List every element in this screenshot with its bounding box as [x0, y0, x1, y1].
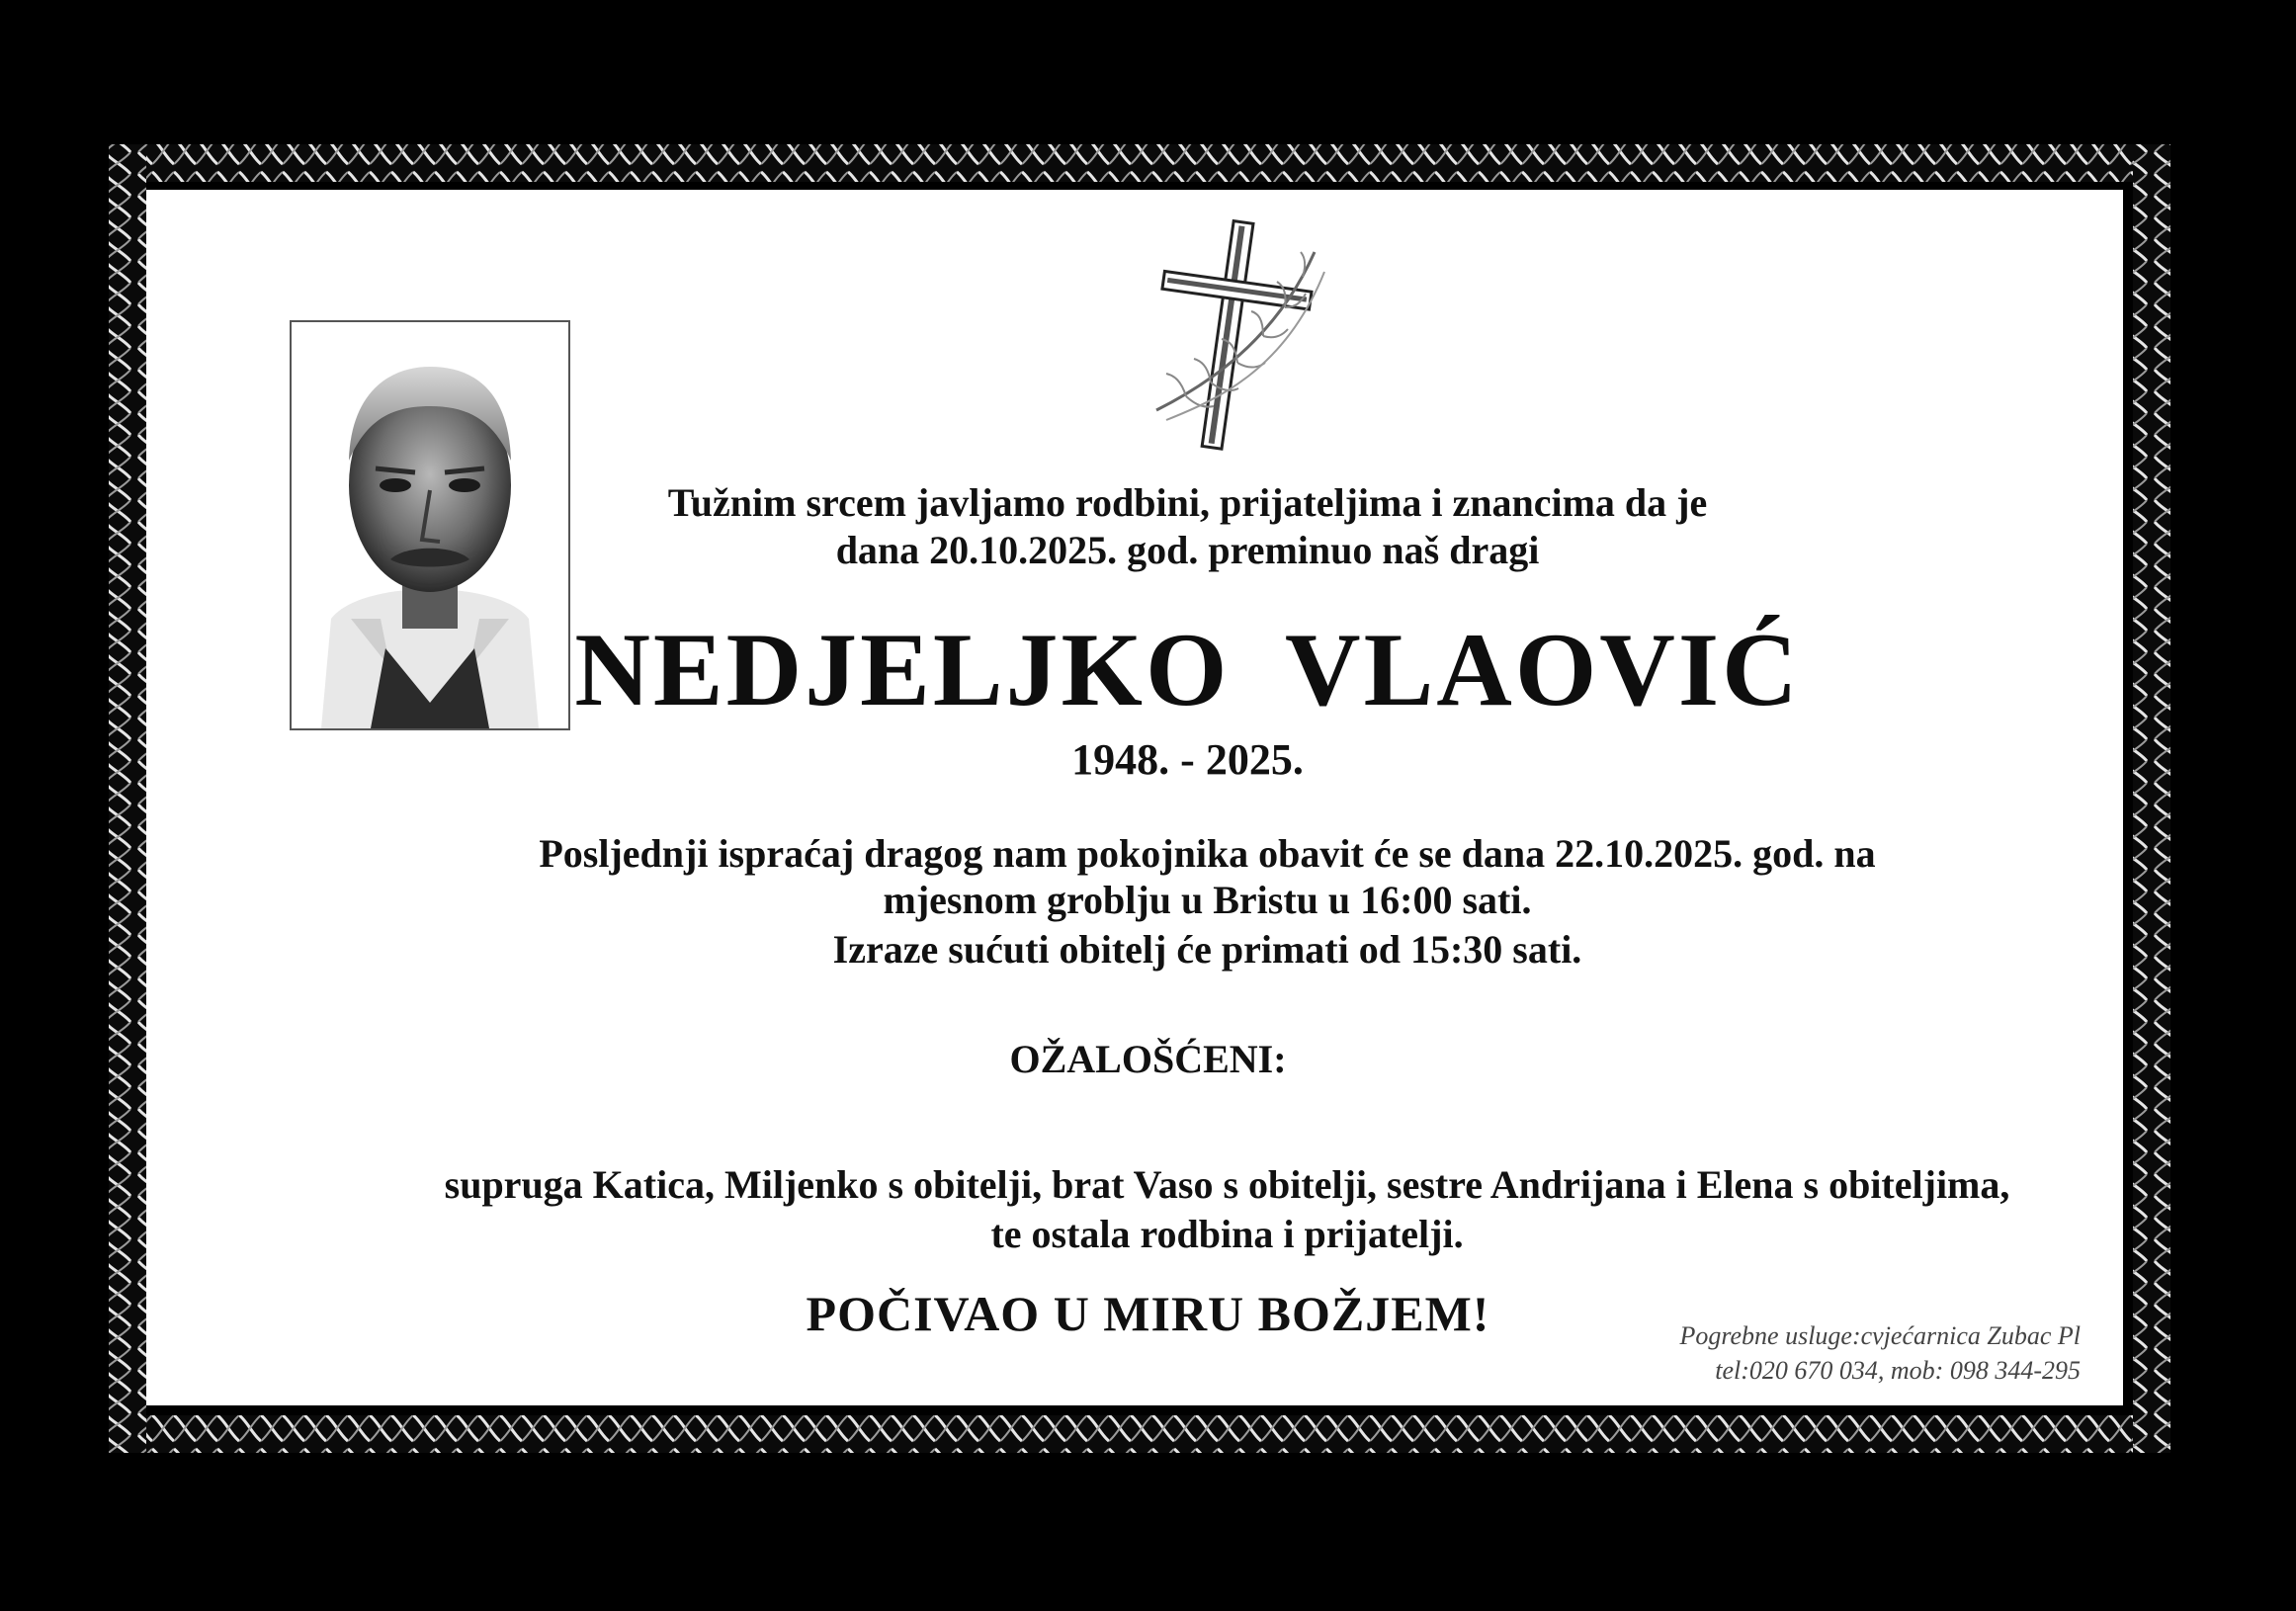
cross-with-palm-branch-icon: [1127, 212, 1344, 460]
funeral-service-name: Pogrebne usluge:cvjećarnica Zubac Pl: [1679, 1321, 2081, 1350]
funeral-location-text: mjesnom groblju u Bristu u 16:00 sati.: [883, 878, 1532, 922]
life-years: 1948. - 2025.: [1071, 735, 1304, 784]
condolences-text: Izraze sućuti obitelj će primati od 15:30 sati.: [832, 927, 1582, 972]
mourners-heading: OŽALOŠĆENI:: [1009, 1037, 1287, 1081]
mourners-list-continued: te ostala rodbina i prijatelji.: [990, 1212, 1464, 1256]
mourners-list: supruga Katica, Miljenko s obitelji, brat Vaso s obitelji, sestre Andrijana i Elena s obiteljima,: [444, 1162, 2010, 1207]
funeral-info-text: Posljednji ispraćaj dragog nam pokojnika obavit će se dana 22.10.2025. god. na: [539, 831, 1876, 876]
deceased-name: NEDJELJKO VLAOVIĆ: [574, 612, 1801, 727]
funeral-service-phone: tel:020 670 034, mob: 098 344-295: [1715, 1356, 2081, 1385]
death-date-text: dana 20.10.2025. god. preminuo naš dragi: [835, 528, 1540, 572]
intro-text: Tužnim srcem javljamo rodbini, prijateljima i znancima da je: [667, 480, 1708, 525]
closing-blessing: POČIVAO U MIRU BOŽJEM!: [806, 1286, 1490, 1341]
